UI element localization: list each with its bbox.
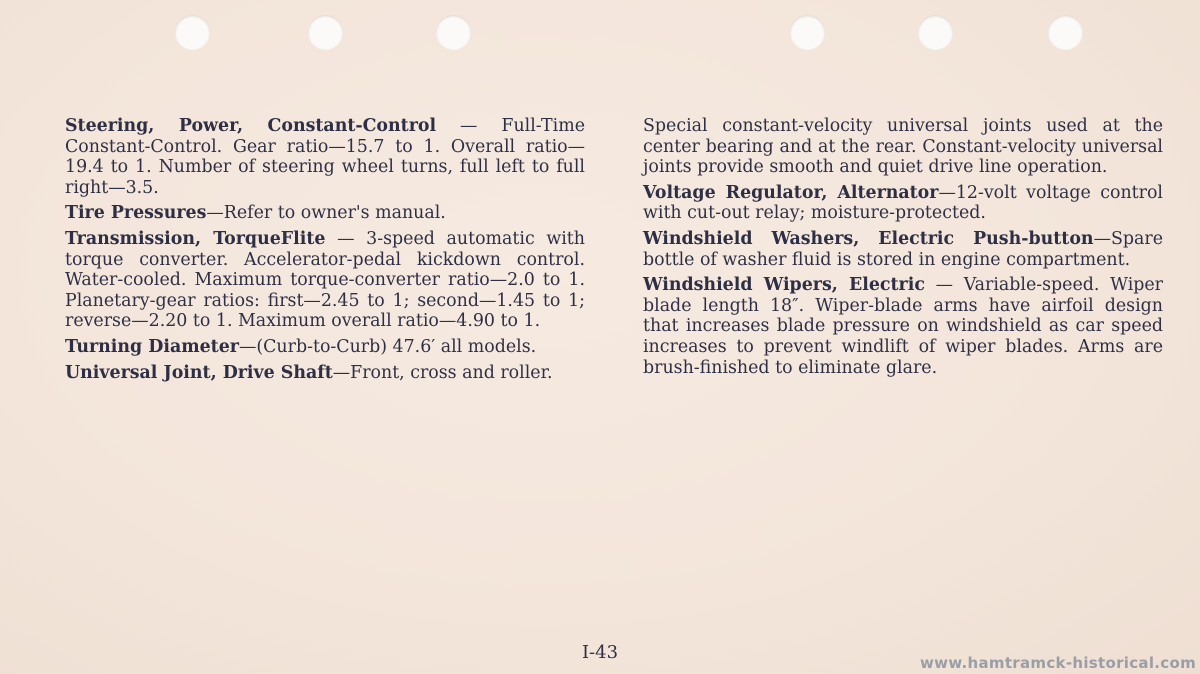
- spec-entry-windshield-wipers: [643, 275, 1163, 378]
- spec-text: —(Curb-to-Curb) 47.6′ all models.: [238, 336, 537, 357]
- spec-entry-universal-joint: [65, 363, 585, 384]
- binder-hole: [918, 15, 953, 50]
- spec-heading: Tire Pressures: [65, 203, 207, 224]
- spec-heading: Turning Diameter: [65, 336, 239, 357]
- spec-heading: Voltage Regulator, Alternator: [643, 182, 939, 203]
- binder-hole: [1048, 15, 1083, 50]
- spec-entry-steering: [65, 116, 585, 198]
- spec-heading: Windshield Wipers, Electric: [643, 275, 925, 296]
- spec-text: —12-volt voltage control with cut-out relay; moisture-protected.: [643, 182, 1163, 224]
- spec-text: — Full-Time Constant-Control. Gear ratio—15.7 to 1. Overall ratio—19.4 to 1. Number of steering wheel turns, full left to full right—3.5.: [65, 116, 585, 198]
- spec-entry-windshield-washers: [643, 229, 1163, 270]
- continuation-text: Special constant-velocity universal joints used at the center bearing and at the rear. Constant-velocity universal joints provide smooth and quiet drive line operation.: [643, 116, 1163, 178]
- spec-entry-transmission: [65, 229, 585, 332]
- spec-heading: Steering, Power, Constant-Control: [65, 116, 437, 136]
- left-column: [65, 116, 585, 388]
- right-column: [643, 116, 1163, 383]
- binder-hole: [308, 15, 343, 50]
- spec-heading: Transmission, TorqueFlite: [65, 228, 326, 249]
- binder-hole: [175, 15, 210, 50]
- spec-entry-turning-diameter: [65, 337, 585, 358]
- website-watermark: www.hamtramck-historical.com: [920, 654, 1196, 672]
- page-number: I-43: [581, 642, 619, 663]
- spec-text: —Spare bottle of washer fluid is stored in engine compartment.: [643, 228, 1163, 270]
- spec-entry-tire-pressures: [65, 203, 585, 224]
- binder-hole: [790, 15, 825, 50]
- spec-text: —Front, cross and roller.: [332, 362, 553, 383]
- binder-hole: [436, 15, 471, 50]
- spec-heading: Universal Joint, Drive Shaft: [65, 362, 333, 383]
- spec-entry-voltage-regulator: [643, 183, 1163, 224]
- spec-text: — 3-speed automatic with torque converter. Accelerator-pedal kickdown control. Water-cooled. Maximum torque-converter ratio—2.0 to 1. Planetary-gear ratios: first—2.45 to 1; second—1.45 to 1; reverse—2.20 to 1. Maximum overall ratio—4.90 to 1.: [65, 228, 585, 332]
- spec-text: — Variable-speed. Wiper blade length 18″. Wiper-blade arms have airfoil design that increases blade pressure on windshield as car speed increases to prevent windlift of wiper blades. Arms are brush-finished to eliminate glare.: [643, 275, 1163, 378]
- spec-heading: Windshield Washers, Electric Push-button: [643, 228, 1094, 249]
- spec-text: —Refer to owner's manual.: [206, 203, 446, 224]
